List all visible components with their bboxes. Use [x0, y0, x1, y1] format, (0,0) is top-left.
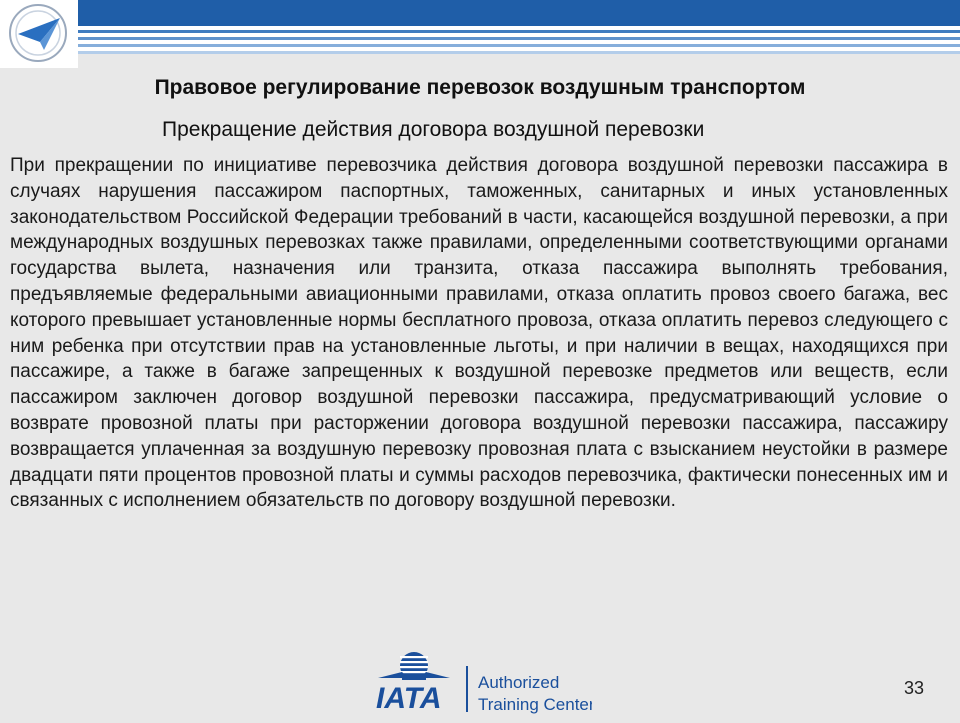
body-paragraph: При прекращении по инициативе перевозчика действия договора воздушной перевозки пассажира в случаях нарушения пассажиром паспортных, таможенных, санитарных и иных установленных законодательством Российской Федерации требований в части, касающейся воздушной перевозки, а при международных воздушных перевозках также правилами, определенными соответствующими органами государства вылета, назначения или транзита, отказа пассажира выполнять требования, предъявляемые федеральными авиационными правилами, отказа оплатить провоз своего багажа, вес которого превышает установленные нормы бесплатного провоза, отказа оплатить перевоз следующего с ним ребенка при отсутствии прав на установленные льготы, и при наличии в вещах, находящихся при пассажире, а также в багаже запрещенных к воздушной перевозке предметов или веществ, если пассажиром заключен договор воздушной перевозки пассажира, предусматривающий условие о возврате провозной платы при расторжении договора воздушной перевозки пассажира, пассажиру возвращается уплаченная за воздушную перевозку провозная плата с взысканием неустойки в размере двадцати пяти процентов провозной платы и суммы расходов перевозчика, фактически понесенных им и связанных с исполнением обязательств по договору воздушной перевозки. [10, 155, 948, 512]
page-number: 33 [904, 678, 925, 698]
slide-subtitle: Прекращение действия договора воздушной перевозки [162, 118, 705, 141]
slide-title: Правовое регулирование перевозок воздушным транспортом [154, 76, 806, 99]
iata-logo [372, 648, 592, 718]
airline-logo [0, 0, 78, 68]
iata-globe-icon [378, 652, 450, 680]
iata-authorized-text: Authorized [478, 673, 560, 692]
iata-wordmark: IATA [376, 682, 442, 715]
airline-emblem-icon [4, 2, 72, 64]
iata-training-center-text: Training Center [478, 695, 592, 714]
header-band [0, 0, 960, 64]
